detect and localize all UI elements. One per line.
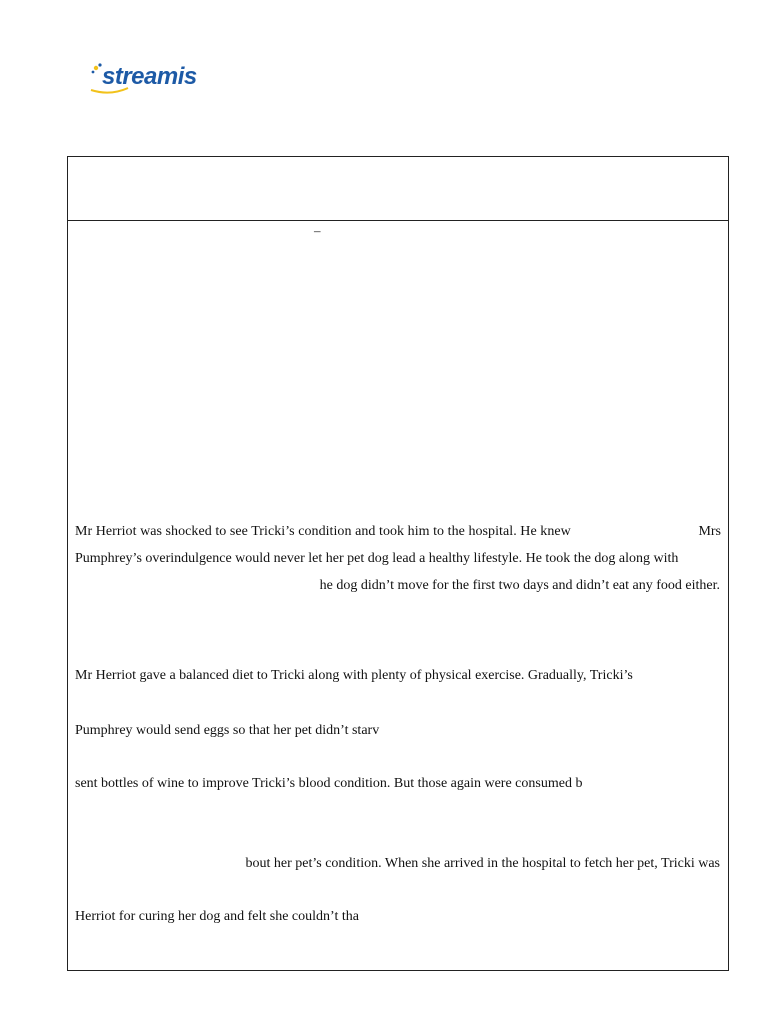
line-text: Pumphrey’s overindulgence would never let her pet dog lead a healthy lifestyle. He took the dog along with	[75, 551, 679, 566]
line-text: he dog didn’t move for the first two days and didn’t eat any food either.	[319, 578, 720, 593]
paragraph-line	[75, 550, 721, 568]
line-text: Mr Herriot was shocked to see Tricki’s condition and took him to the hospital. He knew	[75, 524, 571, 539]
paragraph-line	[75, 775, 582, 793]
logo-text: streamis	[102, 63, 197, 90]
dash-marker: –	[314, 223, 321, 238]
paragraph-line	[75, 722, 379, 740]
paragraph-line	[246, 855, 720, 873]
line-text: Pumphrey would send eggs so that her pet didn’t starv	[75, 723, 380, 738]
paragraph-line	[75, 667, 633, 685]
content-box	[67, 156, 729, 971]
paragraph-line	[75, 908, 359, 926]
line-text: sent bottles of wine to improve Tricki’s blood condition. But those again were consumed b	[75, 776, 583, 791]
paragraph-line	[320, 577, 720, 595]
paragraph-line	[75, 523, 721, 541]
streamis-logo	[90, 60, 200, 96]
line-text: Herriot for curing her dog and felt she couldn’t tha	[75, 909, 359, 924]
header-divider	[68, 220, 728, 221]
line-text: Mr Herriot gave a balanced diet to Tricki along with plenty of physical exercise. Gradually, Tricki’s	[75, 668, 633, 683]
line-text-right: Mrs	[698, 524, 721, 539]
line-text: bout her pet’s condition. When she arrived in the hospital to fetch her pet, Tricki was	[245, 856, 720, 871]
